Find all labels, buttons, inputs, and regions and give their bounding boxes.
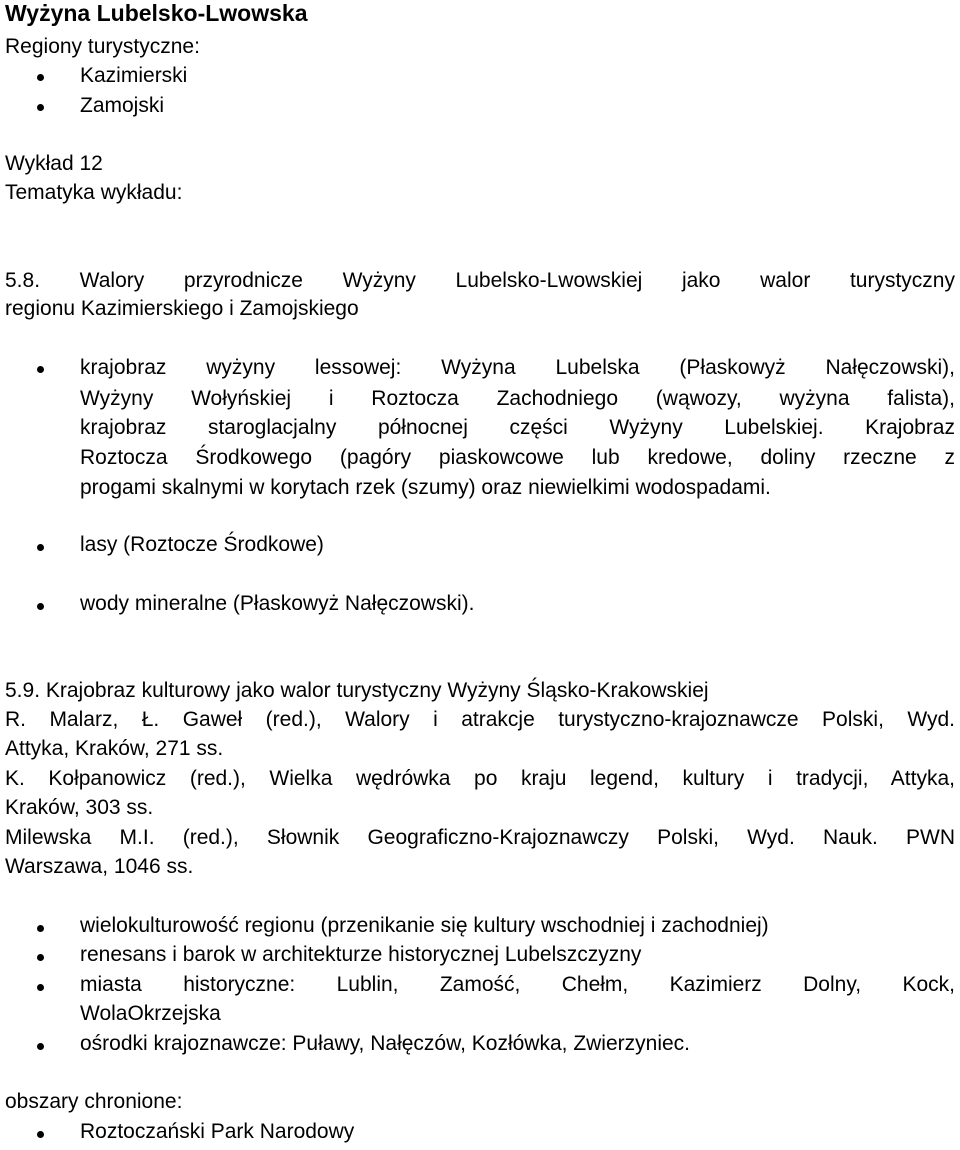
list-item: ośrodki krajoznawcze: Puławy, Nałęczów, Kozłówka, Zwierzyniec. (80, 1032, 691, 1055)
reference-line: Attyka, Kraków, 271 ss. (5, 737, 224, 760)
paragraph-line: krajobraz wyżyny lessowej: Wyżyna Lubelska (Płaskowyż Nałęczowski), (80, 356, 955, 379)
bullet-icon (37, 1131, 44, 1138)
bullet-icon (37, 74, 44, 81)
bullet-icon (37, 984, 44, 991)
bullet-icon (37, 544, 44, 551)
lecture-number: Wykład 12 (5, 152, 103, 175)
regions-heading: Regiony turystyczne: (5, 35, 200, 58)
list-item: lasy (Roztocze Środkowe) (80, 533, 324, 556)
region-item: Kazimierski (80, 64, 188, 87)
reference-line: Milewska M.I. (red.), Słownik Geograficzno-Krajoznawczy Polski, Wyd. Nauk. PWN (5, 826, 955, 849)
list-item: renesans i barok w architekturze historycznej Lubelszczyzny (80, 943, 642, 966)
bullet-icon (37, 954, 44, 961)
bullet-icon (37, 925, 44, 932)
paragraph-line: Wyżyny Wołyńskiej i Roztocza Zachodniego (wąwozy, wyżyna falista), (80, 387, 955, 410)
list-item-continuation: WolaOkrzejska (80, 1002, 221, 1025)
list-item: miasta historyczne: Lublin, Zamość, Chełm, Kazimierz Dolny, Kock, (80, 973, 955, 996)
section-5-8-title-line1: 5.8. Walory przyrodnicze Wyżyny Lubelsko-Lwowskiej jako walor turystyczny (5, 269, 955, 292)
list-item: Roztoczański Park Narodowy (80, 1120, 355, 1143)
protected-areas-heading: obszary chronione: (5, 1090, 183, 1113)
list-item: wielokulturowość regionu (przenikanie się kultury wschodniej i zachodniej) (80, 914, 769, 937)
bullet-icon (37, 104, 44, 111)
paragraph-line: krajobraz staroglacjalny północnej części Wyżyny Lubelskiej. Krajobraz (80, 416, 955, 439)
lecture-topics-heading: Tematyka wykładu: (5, 181, 183, 204)
section-5-9-title: 5.9. Krajobraz kulturowy jako walor turystyczny Wyżyny Śląsko-Krakowskiej (5, 679, 709, 702)
reference-line: R. Malarz, Ł. Gaweł (red.), Walory i atrakcje turystyczno-krajoznawcze Polski, Wyd. (5, 708, 955, 731)
reference-line: Warszawa, 1046 ss. (5, 855, 194, 878)
list-item: wody mineralne (Płaskowyż Nałęczowski). (80, 592, 475, 615)
region-item: Zamojski (80, 94, 165, 117)
reference-line: K. Kołpanowicz (red.), Wielka wędrówka po kraju legend, kultury i tradycji, Attyka, (5, 767, 955, 790)
bullet-icon (37, 1043, 44, 1050)
paragraph-line: progami skalnymi w korytach rzek (szumy) oraz niewielkimi wodospadami. (80, 476, 771, 499)
document-title: Wyżyna Lubelsko-Lwowska (5, 0, 308, 26)
bullet-icon (37, 603, 44, 610)
reference-line: Kraków, 303 ss. (5, 796, 154, 819)
paragraph-line: Roztocza Środkowego (pagóry piaskowcowe lub kredowe, doliny rzeczne z (80, 446, 955, 469)
section-5-8-title-line2: regionu Kazimierskiego i Zamojskiego (5, 297, 359, 320)
bullet-icon (37, 366, 44, 373)
